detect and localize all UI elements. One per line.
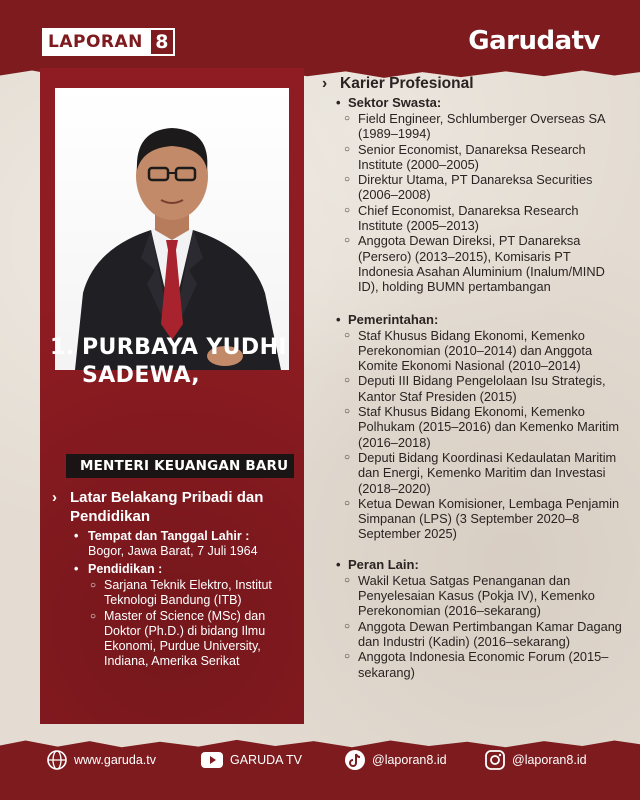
bullet-icon: • [336, 556, 341, 572]
circle-bullet-icon: ○ [344, 143, 351, 155]
career-item: Staf Khusus Bidang Ekonomi, Kemenko Perekonomian (2010–2014) dan Anggota Komite Ekonomi Nasional (2010–2014) [358, 327, 593, 374]
career-heading [322, 74, 622, 94]
footer-instagram[interactable] [484, 749, 587, 771]
list-item [322, 111, 622, 142]
list-item [322, 649, 622, 680]
career-item: Wakil Ketua Satgas Penanganan dan Penyelesaian Kasus (Pokja IV), Kemenko Perekonomian (2016–sekarang) [358, 572, 595, 619]
career-item: Anggota Dewan Pertimbangan Kamar Dagang dan Industri (Kadin) (2016–sekarang) [358, 618, 622, 649]
career-item: Deputi Bidang Koordinasi Kedaulatan Maritim dan Energi, Kemenko Maritim dan Investasi (2018–2020) [358, 449, 617, 496]
career-section [322, 74, 622, 680]
bullet-icon: • [336, 311, 341, 327]
list-item [322, 203, 622, 234]
circle-bullet-icon: ○ [344, 451, 351, 463]
circle-bullet-icon: ○ [90, 611, 97, 622]
background-heading [52, 488, 298, 526]
footer [0, 746, 640, 774]
circle-bullet-icon: ○ [344, 204, 351, 216]
list-item [322, 573, 622, 619]
list-item [322, 404, 622, 450]
list-item [322, 142, 622, 173]
list-item [322, 328, 622, 374]
circle-bullet-icon: ○ [344, 651, 351, 663]
career-item: Senior Economist, Danareksa Research Institute (2000–2005) [358, 141, 586, 172]
circle-bullet-icon: ○ [344, 329, 351, 341]
list-item [52, 578, 298, 608]
section-title: Sektor Swasta: [348, 95, 442, 110]
education-item: Sarjana Teknik Elektro, Institut Teknologi Bandung (ITB) [104, 578, 272, 607]
circle-bullet-icon: ○ [344, 620, 351, 632]
birth-info [52, 529, 298, 559]
garudatv-logo: Garudatv [468, 26, 600, 56]
bullet-icon: • [74, 562, 79, 576]
section-private [322, 95, 622, 111]
tiktok-text: @laporan8.id [372, 753, 447, 767]
list-item [322, 172, 622, 203]
circle-bullet-icon: ○ [344, 113, 351, 124]
portrait-photo [55, 88, 289, 370]
career-item: Chief Economist, Danareksa Research Institute (2005–2013) [358, 202, 579, 234]
name-line-2: SADEWA, [82, 363, 201, 388]
birth-value: Bogor, Jawa Barat, 7 Juli 1964 [88, 544, 258, 558]
role-title: MENTERI KEUANGAN BARU [66, 454, 294, 478]
bullet-icon: • [336, 95, 341, 110]
person-name [50, 334, 300, 390]
tiktok-icon [344, 749, 366, 771]
laporan-logo-word: LAPORAN [42, 28, 149, 56]
item-number: 1. [50, 335, 75, 360]
spacer [322, 542, 622, 556]
footer-website[interactable] [46, 749, 156, 771]
youtube-icon [200, 751, 224, 769]
portrait-illustration [55, 88, 289, 370]
career-item: Anggota Indonesia Economic Forum (2015–sekarang) [358, 649, 609, 680]
circle-bullet-icon: ○ [344, 235, 351, 247]
career-item: Ketua Dewan Komisioner, Lembaga Penjamin Simpanan (LPS) (3 September 2020–8 September 2025) [358, 495, 620, 542]
list-item [322, 373, 622, 404]
education-item: Master of Science (MSc) dan Doktor (Ph.D.) di bidang Ilmu Ekonomi, Purdue University, Indiana, Amerika Serikat [104, 609, 266, 668]
education-info [52, 562, 298, 577]
section-title: Peran Lain: [348, 556, 419, 572]
list-item [52, 609, 298, 669]
circle-bullet-icon: ○ [344, 174, 351, 186]
section-title: Pemerintahan: [348, 311, 439, 327]
name-first: PURBAYA YUDHI [82, 335, 287, 360]
list-item [322, 496, 622, 542]
career-item: Anggota Dewan Direksi, PT Danareksa (Persero) (2013–2015), Komisaris PT Indonesia Asahan Aluminium (Inalum/MIND ID), holding BUMN pertambangan [358, 233, 605, 295]
circle-bullet-icon: ○ [344, 375, 351, 387]
bullet-icon: • [74, 529, 79, 543]
instagram-text: @laporan8.id [512, 753, 587, 767]
laporan8-logo [42, 28, 175, 56]
footer-youtube[interactable] [200, 751, 302, 769]
career-heading-text: Karier Profesional [340, 75, 474, 92]
name-line-1 [50, 334, 300, 362]
background-heading-text: Latar Belakang Pribadi dan Pendidikan [70, 489, 264, 525]
education-label: Pendidikan : [88, 562, 163, 576]
career-item: Field Engineer, Schlumberger Overseas SA (1989–1994) [358, 111, 605, 142]
chevron-right-icon: › [52, 489, 57, 506]
circle-bullet-icon: ○ [344, 574, 351, 586]
spacer [322, 295, 622, 311]
list-item [322, 619, 622, 650]
list-item [322, 233, 622, 294]
career-item: Direktur Utama, PT Danareksa Securities (2006–2008) [358, 172, 593, 203]
circle-bullet-icon: ○ [344, 406, 351, 418]
career-item: Deputi III Bidang Pengelolaan Isu Strategis, Kantor Staf Presiden (2015) [358, 373, 606, 404]
circle-bullet-icon: ○ [90, 580, 97, 591]
globe-icon [46, 749, 68, 771]
circle-bullet-icon: ○ [344, 497, 351, 509]
laporan-logo-number: 8 [149, 28, 175, 56]
chevron-right-icon: › [322, 75, 328, 92]
background-section [52, 488, 298, 669]
birth-label: Tempat dan Tanggal Lahir : [88, 529, 250, 543]
list-item [322, 450, 622, 496]
youtube-text: GARUDA TV [230, 753, 303, 767]
instagram-icon [484, 749, 506, 771]
website-text: www.garuda.tv [74, 753, 156, 767]
career-item: Staf Khusus Bidang Ekonomi, Kemenko Polhukam (2015–2016) dan Kemenko Maritim (2016–2018) [358, 404, 620, 450]
footer-tiktok[interactable] [344, 749, 447, 771]
section-government [322, 312, 622, 328]
section-other-roles [322, 557, 622, 573]
